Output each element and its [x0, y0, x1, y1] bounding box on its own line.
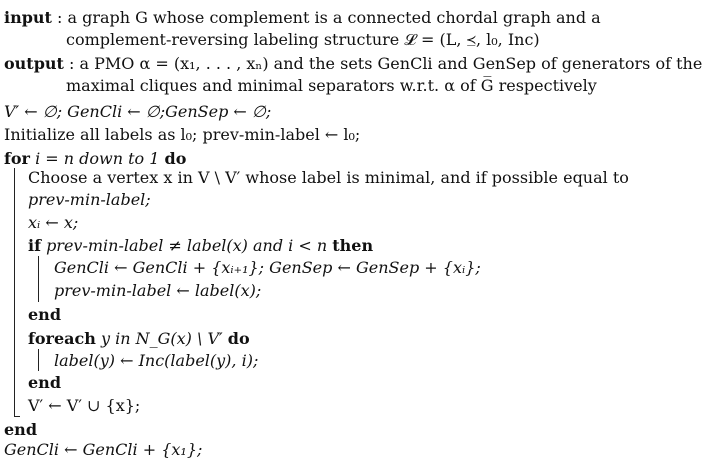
input-line-2: complement-reversing labeling structure 𝓛 = (L, ⪯, l₀, Inc)	[66, 30, 540, 49]
choose-line-1: Choose a vertex x in V \ V′ whose label is minimal, and if possible equal to	[28, 168, 629, 187]
foreach-header	[28, 329, 250, 349]
foreach-scope-bar	[38, 349, 39, 371]
if-stmt-2: prev-min-label ← label(x);	[54, 281, 262, 300]
init-labels-line: Initialize all labels as l₀; prev-min-label ← l₀;	[4, 125, 361, 144]
for-scope-tick	[14, 416, 20, 417]
output-line	[4, 54, 702, 74]
for-do-keyword: do	[164, 149, 187, 168]
foreach-condition: y in N_G(x) \ V′	[101, 329, 223, 348]
output-text: : a PMO α = (x₁, . . . , xₙ) and the sets GenCli and GenSep of generators of the	[69, 54, 702, 73]
for-scope-bar	[14, 168, 15, 416]
foreach-do-keyword: do	[227, 329, 250, 348]
assign-line: xᵢ ← x;	[28, 213, 79, 232]
final-line: GenCli ← GenCli + {x₁};	[4, 440, 203, 459]
if-end: end	[28, 305, 61, 324]
foreach-end: end	[28, 373, 61, 392]
if-condition: prev-min-label ≠ label(x) and i < n	[46, 236, 328, 255]
output-line-2: maximal cliques and minimal separators w.r.t. α of G̅ respectively	[66, 76, 597, 95]
for-range: i = n down to 1	[35, 149, 160, 168]
init-sets-line: V′ ← ∅; GenCli ← ∅;GenSep ← ∅;	[4, 102, 272, 121]
if-keyword: if	[28, 236, 41, 255]
choose-line-2: prev-min-label;	[28, 190, 151, 209]
output-keyword: output	[4, 54, 64, 73]
for-end: end	[4, 420, 37, 439]
foreach-keyword: foreach	[28, 329, 96, 348]
if-stmt-1: GenCli ← GenCli + {xᵢ₊₁}; GenSep ← GenSep + {xᵢ};	[54, 258, 481, 277]
for-keyword: for	[4, 149, 30, 168]
then-keyword: then	[332, 236, 374, 255]
if-scope-bar	[38, 256, 39, 302]
input-line	[4, 8, 601, 28]
input-keyword: input	[4, 8, 52, 27]
update-line: V′ ← V′ ∪ {x};	[28, 396, 141, 415]
input-text: : a graph G whose complement is a connected chordal graph and a	[51, 8, 601, 27]
for-header	[4, 149, 186, 169]
if-header	[28, 236, 373, 256]
foreach-stmt: label(y) ← Inc(label(y), i);	[54, 351, 259, 370]
